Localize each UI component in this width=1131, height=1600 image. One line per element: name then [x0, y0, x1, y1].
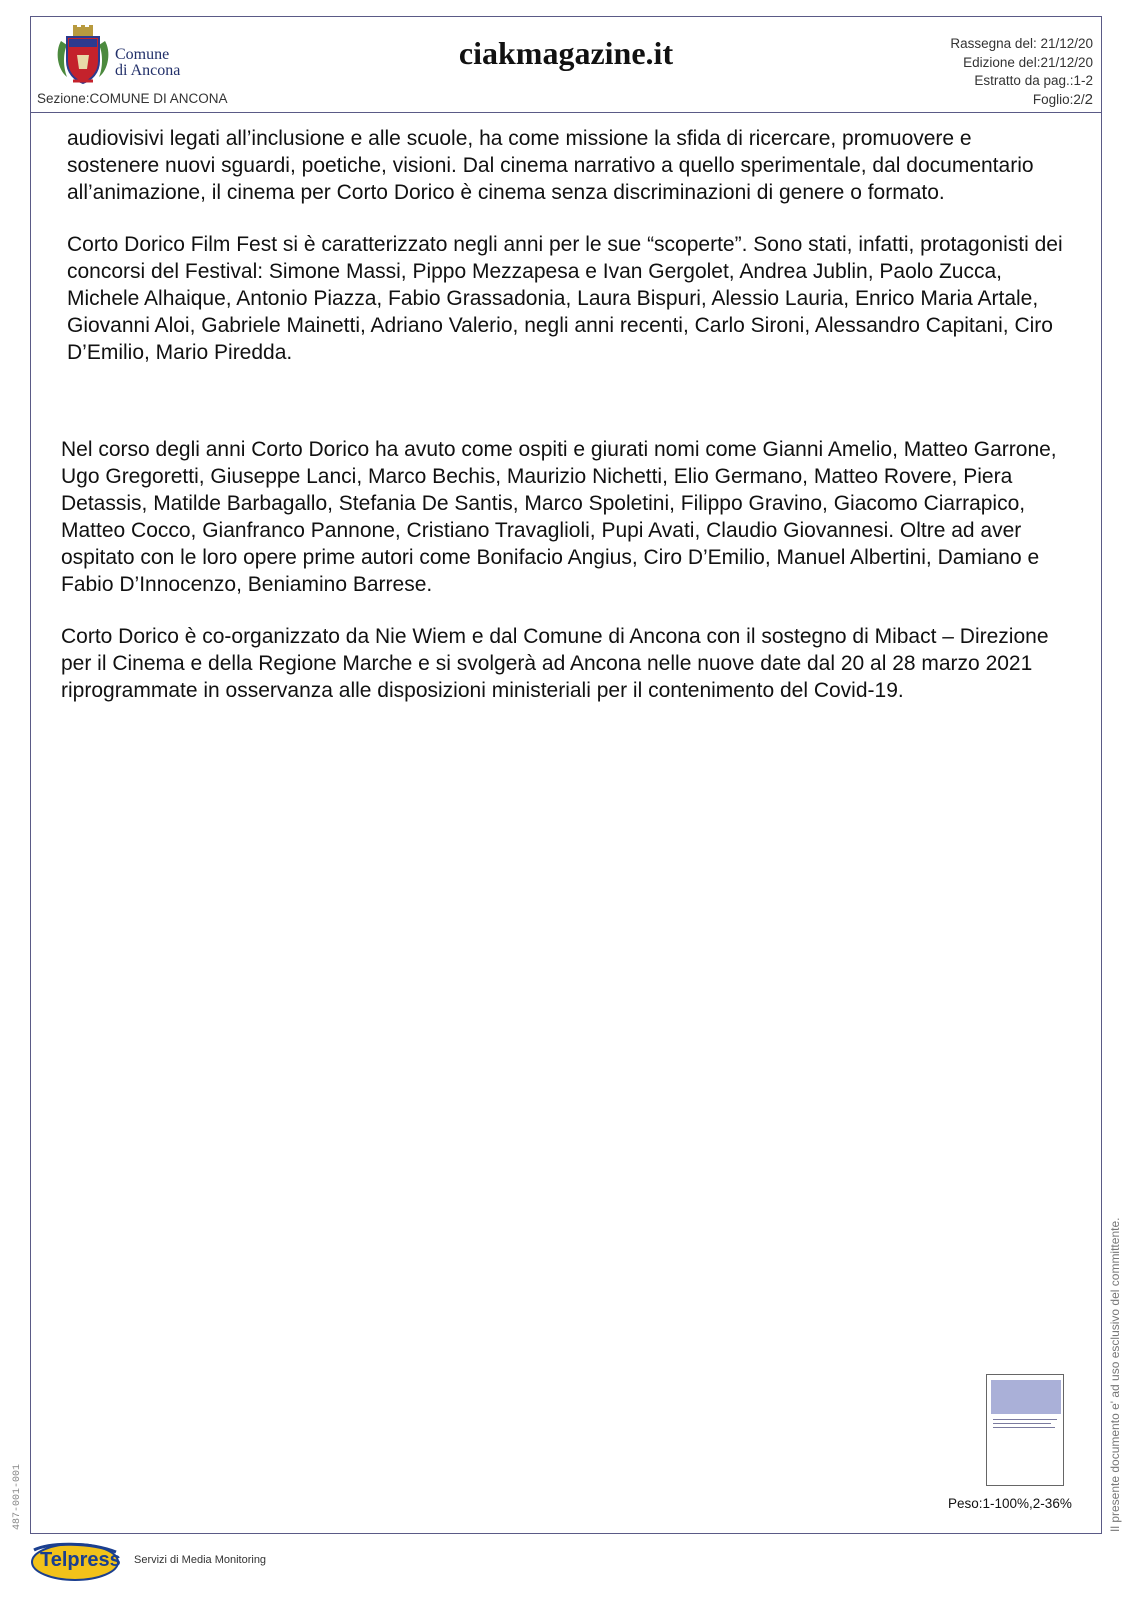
thumbnail-line [993, 1427, 1055, 1428]
section-label: Sezione:COMUNE DI ANCONA [37, 91, 228, 106]
page-frame [30, 16, 1102, 1534]
servizi-label: Servizi di Media Monitoring [134, 1554, 267, 1566]
rassegna-date: Rassegna del: 21/12/20 [950, 36, 1093, 51]
press-header [31, 17, 1101, 113]
press-metadata [950, 35, 1093, 109]
thumbnail-line [993, 1419, 1057, 1420]
article-paragraph: audiovisivi legati all’inclusione e alle scuole, ha come missione la sfida di ricercare, promuovere e sostenere nuovi sguardi, poetiche, visioni. Dal cinema narrativo a quello sperimentale, dal documentario all’animazione, il cinema per Corto Dorico è cinema senza discriminazioni di genere o formato. [67, 127, 1034, 204]
thumbnail-line [993, 1423, 1051, 1424]
masthead-title: ciakmagazine.it [458, 35, 674, 71]
comune-name-line1: Comune [115, 46, 170, 63]
article-body [61, 125, 1067, 729]
foglio-number [950, 91, 1093, 110]
document-serial: 487-001-001 [12, 1463, 23, 1530]
foglio-total: 2 [1084, 90, 1093, 108]
thumbnail-highlight [991, 1380, 1061, 1414]
article-paragraph: Corto Dorico è co-organizzato da Nie Wiem e dal Comune di Ancona con il sostegno di Mibact – Direzione per il Cinema e della Regione Marche e si svolgerà ad Ancona nelle nuove date dal 20 al 28 marzo 2021 riprogrammate in osservanza alle disposizioni ministeriali per il contenimento del Covid-19. [61, 625, 1049, 702]
foglio-prefix: Foglio:2/ [1032, 91, 1085, 107]
edizione-date: Edizione del:21/12/20 [963, 54, 1093, 70]
peso-label: Peso:1-100%,2-36% [948, 1496, 1072, 1511]
article-paragraph: Nel corso degli anni Corto Dorico ha avuto come ospiti e giurati nomi come Gianni Amelio, Matteo Garrone, Ugo Gregoretti, Giuseppe Lanci, Marco Bechis, Maurizio Nichetti, Elio Germano, Matteo Rovere, Piera Detassis, Matilde Barbagallo, Stefania De Santis, Marco Spoletini, Filippo Gravino, Giacomo Ciarrapico, Matteo Cocco, Gianfranco Pannone, Cristiano Travaglioli, Pupi Avati, Claudio Giovannesi. Oltre ad aver ospitato con le loro opere prime autori come Bonifacio Angius, Ciro D’Emilio, Manuel Albertini, Damiano e Fabio D’Innocenzo, Beniamino Barrese. [61, 438, 1057, 596]
article-paragraph: Corto Dorico Film Fest si è caratterizzato negli anni per le sue “scoperte”. Sono stati, infatti, protagonisti dei concorsi del Festival: Simone Massi, Pippo Mezzapesa e Ivan Gergolet, Andrea Jublin, Paolo Zucca, Michele Alhaique, Antonio Piazza, Fabio Grassadonia, Laura Bispuri, Alessio Lauria, Enrico Maria Artale, Giovanni Aloi, Gabriele Mainetti, Adriano Valerio, negli anni recenti, Carlo Sironi, Alessandro Capitani, Ciro D’Emilio, Mario Piredda. [67, 233, 1063, 364]
page-thumbnail [986, 1374, 1064, 1486]
comune-name-line2: di Ancona [115, 62, 181, 79]
usage-disclaimer: Il presente documento e' ad uso esclusivo del committente. [1108, 1217, 1122, 1532]
telpress-wordmark: Telpress [40, 1549, 121, 1571]
estratto-pages: Estratto da pag.:1-2 [974, 73, 1093, 88]
